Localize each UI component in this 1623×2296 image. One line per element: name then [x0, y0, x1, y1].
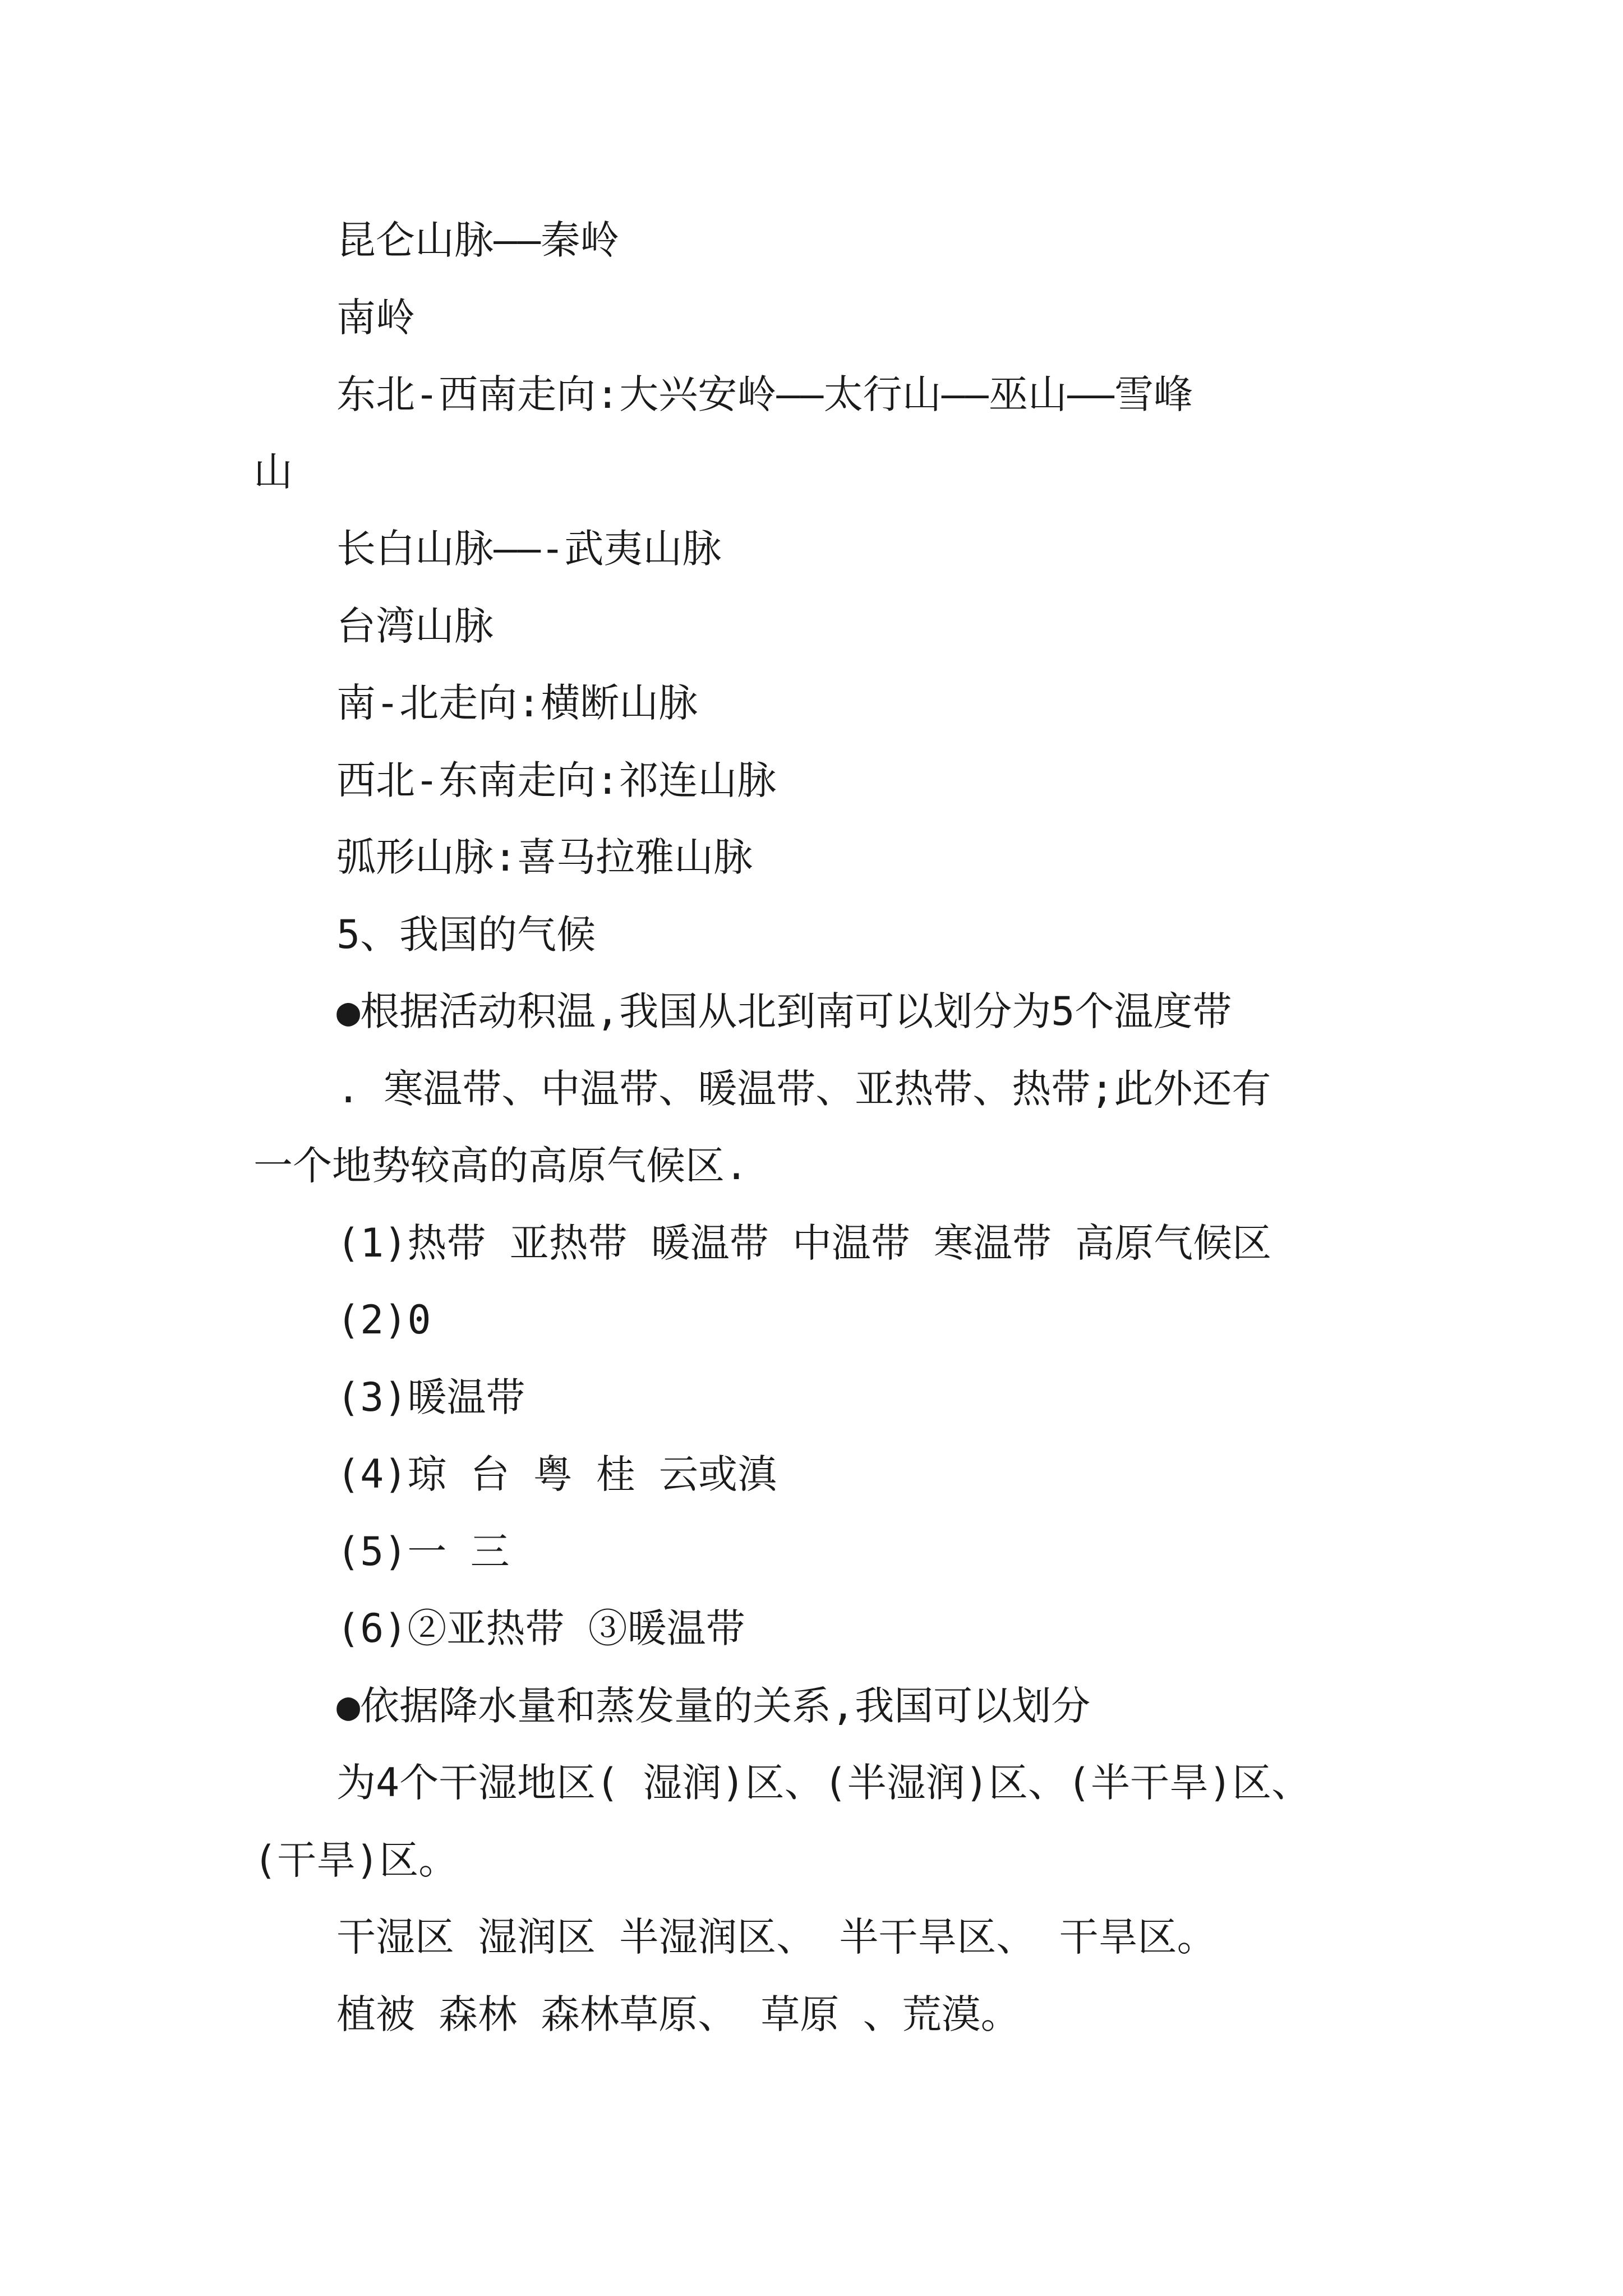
- document-body: [253, 202, 1392, 2053]
- text-line-12: . 寒温带、中温带、暖温带、亚热带、热带;此外还有: [336, 1065, 1271, 1112]
- text-line-20: ●依据降水量和蒸发量的关系,我国可以划分: [336, 1682, 1091, 1729]
- text-line-11: ●根据活动积温,我国从北到南可以划分为5个温度带: [336, 988, 1232, 1034]
- text-line-24: 植被 森林 森林草原、 草原 、荒漠。: [336, 1991, 1020, 2037]
- text-line-7: 南-北走向:横断山脉: [336, 680, 698, 726]
- answer-line-6: (6)②亚热带 ③暖温带: [336, 1605, 745, 1651]
- answer-line-2: (2)0: [336, 1297, 431, 1343]
- text-line-6: 台湾山脉: [336, 602, 494, 649]
- text-line-9: 弧形山脉:喜马拉雅山脉: [336, 834, 753, 880]
- answer-line-1: (1)热带 亚热带 暖温带 中温带 寒温带 高原气候区: [336, 1220, 1272, 1266]
- text-line-2: 南岭: [336, 294, 415, 341]
- text-line-22: (干旱)区。: [253, 1837, 458, 1883]
- text-line-1: 昆仑山脉——秦岭: [336, 217, 620, 263]
- text-line-3: 东北-西南走向:大兴安岭——太行山——巫山——雪峰: [336, 371, 1193, 417]
- answer-line-3: (3)暖温带: [336, 1374, 525, 1420]
- text-line-5: 长白山脉——-武夷山脉: [336, 526, 722, 572]
- text-line-23: 干湿区 湿润区 半湿润区、 半干旱区、 干旱区。: [336, 1914, 1216, 1960]
- answer-line-4: (4)琼 台 粤 桂 云或滇: [336, 1451, 777, 1497]
- text-line-13: 一个地势较高的高原气候区.: [253, 1143, 749, 1189]
- text-line-4: 山: [253, 448, 293, 495]
- text-line-21: 为4个干湿地区( 湿润)区、(半湿润)区、(半干旱)区、: [336, 1760, 1311, 1806]
- section-heading-climate: 5、我国的气候: [336, 911, 596, 958]
- answer-line-5: (5)一 三: [336, 1528, 510, 1575]
- text-line-8: 西北-东南走向:祁连山脉: [336, 757, 777, 803]
